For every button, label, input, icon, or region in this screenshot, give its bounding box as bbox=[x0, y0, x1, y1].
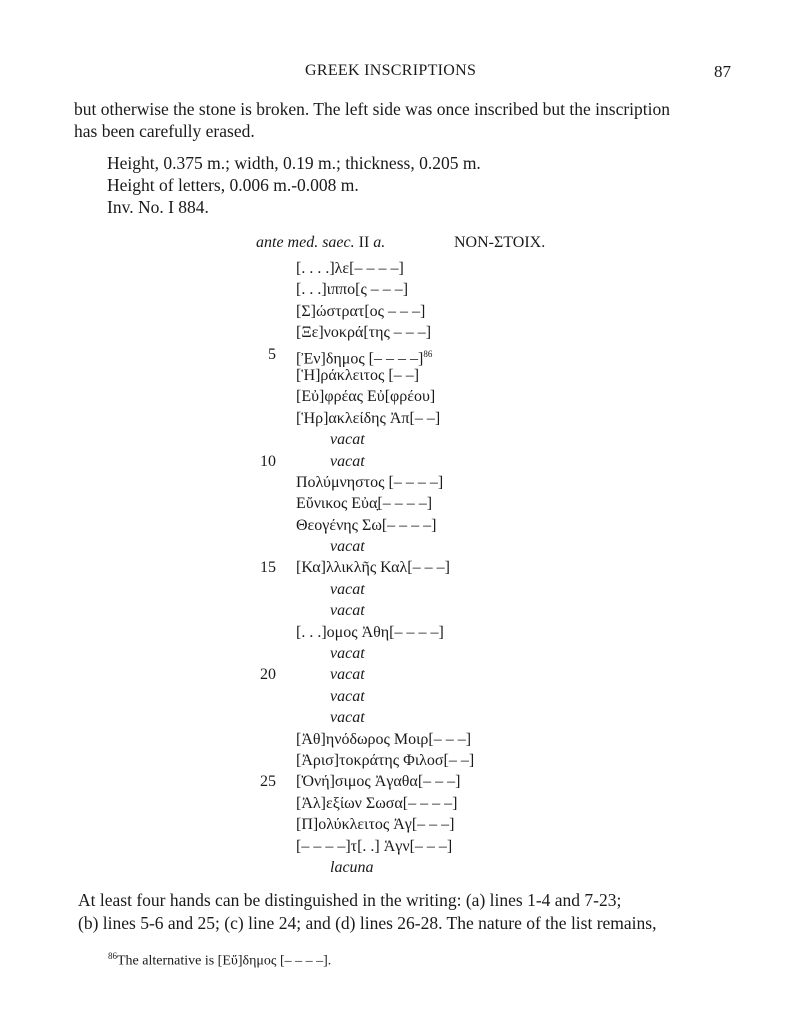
line-text bbox=[330, 664, 365, 685]
line-text bbox=[330, 429, 365, 450]
line-text bbox=[296, 814, 455, 835]
line-text-content: [– – – –]τ[. .] Ἁγν[– – –] bbox=[296, 837, 453, 855]
line-number: 10 bbox=[260, 452, 276, 470]
dimensions-line: Height, 0.375 m.; width, 0.19 m.; thickness, 0.205 m. bbox=[107, 153, 481, 173]
line-text-content: [. . .]ιππο[ς – – –] bbox=[296, 281, 409, 299]
line-text bbox=[296, 793, 457, 814]
line-text bbox=[330, 536, 365, 557]
measurements-block bbox=[107, 152, 481, 218]
line-text-content: [Εὐ]φρέας Εὐ[φρέου] bbox=[296, 388, 436, 406]
dating-line bbox=[256, 234, 385, 252]
line-text-content: [Ἀλ]εξίων Σωσα[– – – –] bbox=[296, 794, 458, 812]
dating-century: II bbox=[354, 234, 374, 251]
letter-height-line: Height of letters, 0.006 m.-0.008 m. bbox=[107, 175, 359, 195]
footnote-text: The alternative is [Εὔ]δημος [– – – –]. bbox=[117, 953, 332, 969]
line-text bbox=[296, 279, 408, 300]
line-text bbox=[296, 386, 435, 407]
intro-line-2: has been carefully erased. bbox=[74, 121, 255, 141]
line-text-content: vacat bbox=[330, 687, 365, 705]
line-text-content: [Ἡρ]ακλείδης Ἀπ[– –] bbox=[296, 409, 441, 427]
dating-suffix: a. bbox=[373, 234, 386, 251]
line-number: 20 bbox=[260, 666, 276, 684]
line-text bbox=[330, 600, 365, 621]
line-text bbox=[330, 579, 365, 600]
line-text-content: vacat bbox=[330, 431, 365, 449]
line-text bbox=[296, 750, 474, 771]
line-text-content: [Ἀρισ]τοκράτης Φιλοσ[– –] bbox=[296, 751, 475, 769]
line-text bbox=[296, 301, 425, 322]
intro-paragraph bbox=[74, 98, 734, 142]
line-text-content: [. . . .]λε[– – – –] bbox=[296, 260, 404, 277]
line-text bbox=[330, 707, 365, 728]
line-number: 5 bbox=[268, 345, 276, 363]
footnote-reference: 86 bbox=[423, 348, 433, 359]
stoichedon-label: NON-ΣΤΟΙΧ. bbox=[454, 234, 546, 251]
line-text-content: [Ἐν]δημος [– – – –] bbox=[296, 349, 424, 367]
footnote bbox=[108, 951, 331, 970]
line-text-content: [Ὀνή]σιμος Ἀγαθα[– – –] bbox=[296, 773, 461, 791]
line-text bbox=[330, 857, 374, 878]
line-text-content: Θεογένης Σω[– – – –] bbox=[296, 516, 437, 534]
line-text bbox=[296, 472, 443, 493]
dating-date: ante med. saec. bbox=[256, 234, 355, 251]
line-text-content: [. . .]ομος Ἀθη[– – – –] bbox=[296, 623, 444, 641]
line-text-content: [Σ]ώστρατ[ος – – –] bbox=[296, 302, 426, 320]
closing-paragraph bbox=[78, 889, 738, 935]
line-text bbox=[296, 322, 431, 343]
line-text bbox=[330, 686, 365, 707]
line-text-content: vacat bbox=[330, 709, 365, 727]
line-text-content: vacat bbox=[330, 452, 365, 470]
line-text bbox=[296, 729, 471, 750]
running-title: GREEK INSCRIPTIONS bbox=[305, 62, 477, 79]
line-text-content: lacuna bbox=[330, 858, 374, 876]
inventory-number: Inv. No. I 884. bbox=[107, 197, 209, 217]
line-text bbox=[296, 836, 452, 857]
line-text-content: [Ἀθ]ηνόδωρος Μοιρ[– – –] bbox=[296, 730, 472, 748]
line-text bbox=[296, 258, 404, 279]
line-text bbox=[296, 515, 437, 536]
line-text bbox=[330, 451, 365, 472]
line-text-content: vacat bbox=[330, 602, 365, 620]
line-number: 25 bbox=[260, 773, 276, 791]
closing-line-2: (b) lines 5-6 and 25; (c) line 24; and (d) lines 26-28. The nature of the list remains, bbox=[78, 913, 657, 933]
line-number: 15 bbox=[260, 559, 276, 577]
line-text-content: [Ξε]νοκρά[της – – –] bbox=[296, 324, 432, 342]
footnote-marker: 86 bbox=[108, 951, 117, 961]
line-text bbox=[296, 771, 460, 792]
line-text-content: [Κα]λλικλῆς Καλ[– – –] bbox=[296, 559, 450, 577]
line-text-content: Εὔνικος Εὐα̣[– – – –] bbox=[296, 495, 433, 513]
line-text bbox=[330, 643, 365, 664]
line-text-content: Πολύμνηστος [– – – –] bbox=[296, 473, 444, 491]
line-text-content: vacat bbox=[330, 666, 365, 684]
closing-line-1: At least four hands can be distinguished in the writing: (a) lines 1-4 and 7-23; bbox=[78, 890, 622, 910]
line-text bbox=[296, 557, 450, 578]
line-text-content: [Π]ολύκλειτος Ἀγ[– – –] bbox=[296, 816, 455, 834]
intro-line-1: but otherwise the stone is broken. The left side was once inscribed but the inscription bbox=[74, 99, 670, 119]
line-text-content: vacat bbox=[330, 580, 365, 598]
page-number: 87 bbox=[714, 62, 731, 81]
line-text-content: vacat bbox=[330, 538, 365, 556]
line-text bbox=[296, 408, 440, 429]
line-text-content: [Ἡ]ράκλειτος [– –] bbox=[296, 366, 420, 384]
line-text bbox=[296, 365, 419, 386]
line-text bbox=[296, 622, 444, 643]
line-text-content: vacat bbox=[330, 645, 365, 663]
line-text bbox=[296, 493, 432, 514]
